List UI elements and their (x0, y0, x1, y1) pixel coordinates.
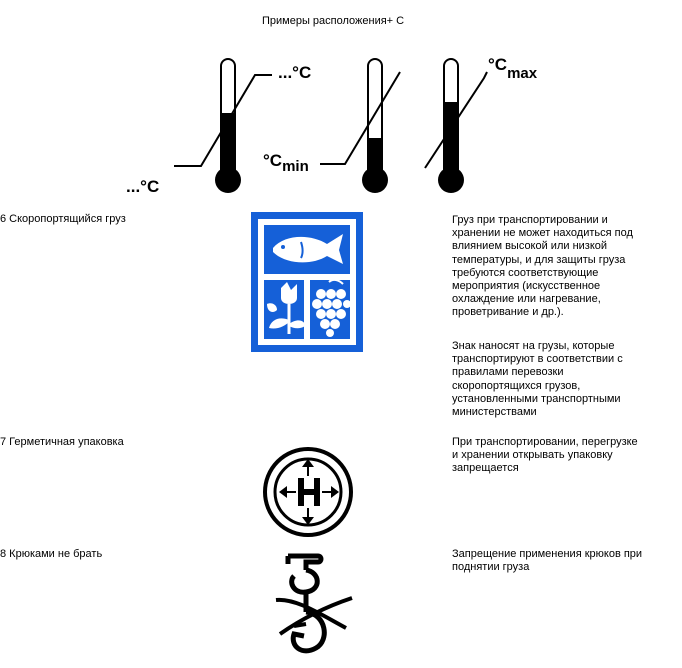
section-title: 8 Крюками не брать (0, 548, 103, 560)
thermometer-icon (320, 59, 400, 193)
section-title: 6 Скоропортящийся груз (0, 213, 126, 225)
section-description: Знак наносят на грузы, которые транспортируют в соответствии с правилами перевозки скоропортящихся грузов, установленными транспортными министерствами (452, 340, 623, 419)
perishable-cargo-icon (251, 212, 363, 352)
thermometer-icon (425, 59, 487, 193)
thermometer-max-label: °Cmax (488, 55, 538, 82)
no-hooks-icon (266, 548, 356, 664)
thermometer-examples (0, 0, 682, 200)
section-description: Запрещение применения крюков при поднятии груза (452, 548, 643, 574)
thermometer-min-label: °Cmin (263, 151, 309, 175)
page-title: Примеры расположения+ С (262, 15, 405, 27)
section-description: Груз при транспортировании и хранении не может находиться под влиянием высокой или низкой температуры, и для защиты груза требуются соответствующие мероприятия (искусственное охлаждение или нагревание, проветривание и др.). (452, 214, 633, 319)
thermometer-icon (174, 59, 272, 193)
thermometer-upper-label: ...°C (278, 63, 312, 82)
thermometer-lower-label: ...°C (126, 177, 160, 196)
hermetic-package-icon (262, 446, 354, 538)
section-title: 7 Герметичная упаковка (0, 436, 124, 448)
section-description: При транспортировании, перегрузке и хранении открывать упаковку запрещается (452, 436, 638, 475)
